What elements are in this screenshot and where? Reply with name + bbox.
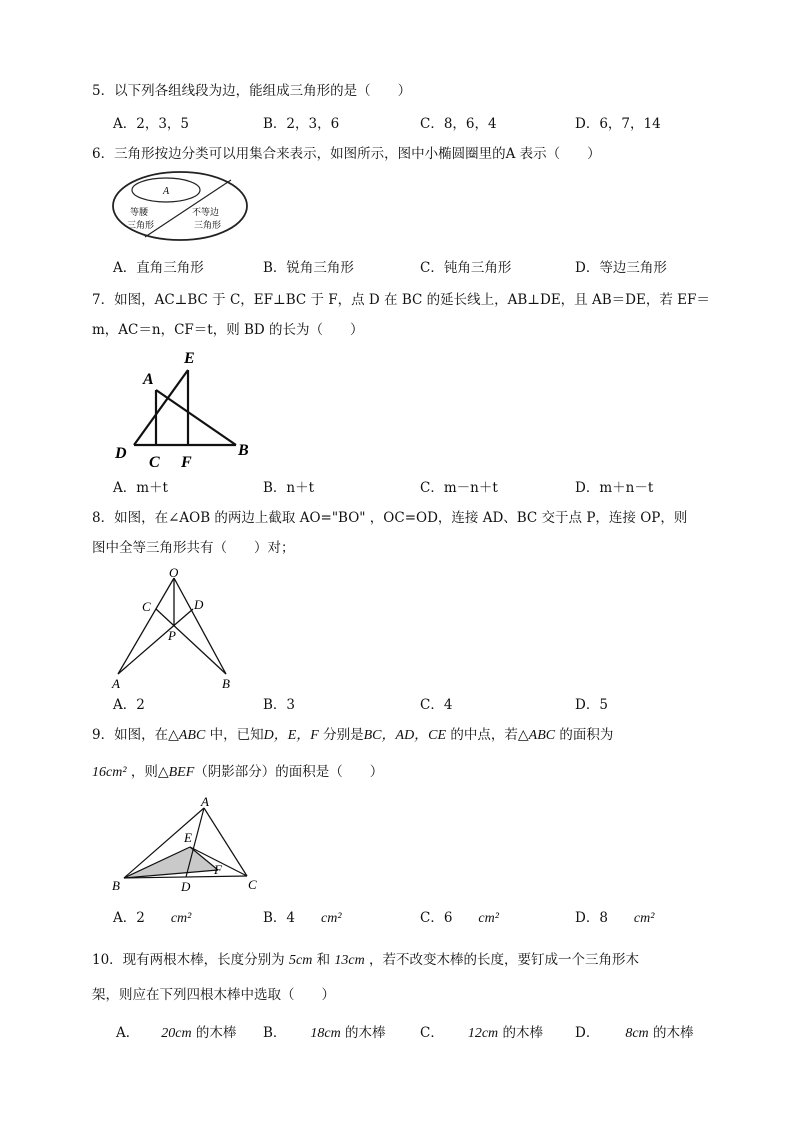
- q8-option-d[interactable]: D．5: [575, 697, 608, 713]
- q10-option-c-label: C．: [420, 1025, 444, 1041]
- q9-option-b-label: B．4: [263, 910, 296, 926]
- q9-triangle-figure: [108, 792, 268, 894]
- q8-label-p: P: [168, 628, 176, 643]
- q9-label-c: C: [248, 877, 257, 892]
- q9-option-d-label: D．8: [575, 910, 608, 926]
- q10-math-5cm: 5cm: [288, 953, 313, 968]
- q7-triangle-figure: [110, 343, 260, 473]
- q9-stem-part: 的面积为: [555, 727, 614, 743]
- q6-options: [0, 259, 794, 277]
- q7-label-e: E: [184, 350, 195, 367]
- q10-option-d-len: 8cm: [625, 1026, 649, 1041]
- q10-option-d-tail: 的木棒: [648, 1025, 694, 1041]
- venn-right-label-1: 不等边: [192, 207, 220, 217]
- q10-option-c[interactable]: [420, 1024, 543, 1043]
- q7-label-c: C: [149, 454, 160, 471]
- q10-stem-part: ，若不改变木棒的长度，要钉成一个三角形木: [364, 952, 640, 968]
- q9-option-d-unit: cm²: [633, 911, 655, 926]
- q10-option-b-label: B．: [263, 1025, 287, 1041]
- q7-option-c[interactable]: C．m－n＋t: [420, 480, 498, 496]
- q9-stem-part: 9．如图，在: [92, 727, 169, 743]
- q9-math-def: D，E，F: [263, 728, 319, 743]
- q5-option-d[interactable]: D．6，7，14: [575, 116, 661, 132]
- q5-option-a[interactable]: A．2，3，5: [113, 116, 190, 132]
- q9-label-b: B: [112, 878, 120, 893]
- q7-option-b[interactable]: B．n＋t: [263, 480, 315, 496]
- q7-label-b: B: [238, 442, 249, 459]
- q6-option-b[interactable]: B．锐角三角形: [263, 260, 354, 276]
- q9-math-abc: △ABC: [168, 728, 206, 743]
- q9-label-e: E: [184, 830, 192, 845]
- q7-options: [0, 479, 794, 497]
- q9-stem-part: （阴影部分）的面积是（ ）: [194, 764, 384, 780]
- q7-option-a[interactable]: A．m＋t: [113, 480, 168, 496]
- q9-option-a-unit: cm²: [170, 911, 192, 926]
- q6-stem: 6．三角形按边分类可以用集合来表示，如图所示，图中小椭圆圈里的A 表示（ ）: [92, 146, 601, 162]
- q6-option-c[interactable]: C．钝角三角形: [420, 260, 512, 276]
- q6-venn-figure: [110, 168, 252, 246]
- q10-stem-line1: [92, 951, 639, 970]
- q7-stem-line2: m，AC＝n，CF＝t，则 BD 的长为（ ）: [92, 322, 364, 338]
- q8-stem-line2: 图中全等三角形共有（ ）对；: [92, 540, 295, 556]
- venn-left-label-1: 等腰: [130, 207, 149, 217]
- q9-stem-part: 中，已知: [205, 727, 264, 743]
- q9-stem-part: 分别是: [318, 727, 364, 743]
- q5-option-b[interactable]: B．2，3，6: [263, 116, 340, 132]
- q8-label-a: A: [112, 676, 120, 691]
- q9-math-segments: BC，AD，CE: [363, 728, 447, 743]
- q10-option-a[interactable]: [116, 1024, 236, 1043]
- q7-label-f: F: [181, 454, 192, 471]
- q9-label-f: F: [214, 862, 222, 877]
- q10-option-b-tail: 的木棒: [340, 1025, 386, 1041]
- q8-label-b: B: [222, 676, 230, 691]
- q8-option-a[interactable]: A．2: [113, 697, 145, 713]
- q7-label-d: D: [115, 445, 127, 462]
- q8-label-c: C: [142, 599, 151, 614]
- q9-label-a: A: [201, 794, 209, 809]
- q10-option-a-label: A．: [116, 1025, 140, 1041]
- q10-option-c-len: 12cm: [467, 1026, 499, 1041]
- venn-right-label-2: 三角形: [194, 220, 222, 230]
- q9-math-bef: △BEF: [157, 765, 195, 780]
- q10-option-d-label: D．: [575, 1025, 600, 1041]
- q10-option-d[interactable]: [575, 1024, 693, 1043]
- q9-option-b[interactable]: [263, 909, 342, 928]
- q8-option-c[interactable]: C．4: [420, 697, 453, 713]
- q6-option-d[interactable]: D．等边三角形: [575, 260, 667, 276]
- venn-left-label-2: 三角形: [127, 220, 155, 230]
- q9-stem-line1: [92, 726, 613, 745]
- q6-option-a[interactable]: A．直角三角形: [113, 260, 204, 276]
- q9-option-c-label: C．6: [420, 910, 453, 926]
- q8-label-d: D: [194, 597, 204, 612]
- q9-option-d[interactable]: [575, 909, 654, 928]
- q8-angle-figure: [108, 562, 238, 692]
- q9-stem-part: ，则: [126, 764, 158, 780]
- q5-options: [0, 115, 794, 133]
- q9-math-area: 16cm²: [92, 765, 127, 780]
- venn-a-label: A: [163, 186, 170, 197]
- q9-option-c[interactable]: [420, 909, 499, 928]
- q9-option-b-unit: cm²: [321, 911, 342, 926]
- q7-label-a: A: [143, 371, 154, 388]
- q10-stem-line2: 架，则应在下列四根木棒中选取（ ）: [92, 987, 335, 1003]
- q8-stem-line1: 8．如图，在∠AOB 的两边上截取 AO="BO" ，OC=OD，连接 AD、BC 交于点 P，连接 OP，则: [92, 510, 688, 526]
- q10-stem-part: 和: [312, 952, 335, 968]
- q9-math-abc-2: △ABC: [517, 728, 556, 743]
- q5-option-c[interactable]: C．8，6，4: [420, 116, 497, 132]
- q10-stem-part: 10．现有两根木棒，长度分别为: [92, 952, 289, 968]
- q8-option-b[interactable]: B．3: [263, 697, 296, 713]
- q8-label-o: O: [169, 565, 179, 580]
- q10-option-b[interactable]: [263, 1024, 386, 1043]
- q9-stem-part: 的中点，若: [446, 727, 518, 743]
- q10-options: [0, 1024, 794, 1042]
- q9-stem-line2: [92, 763, 383, 782]
- q5-stem: 5．以下列各组线段为边，能组成三角形的是（ ）: [92, 83, 412, 99]
- q7-stem-line1: 7．如图，AC⊥BC 于 C，EF⊥BC 于 F，点 D 在 BC 的延长线上，AB⊥DE，且 AB＝DE，若 EF＝: [92, 292, 710, 308]
- q9-option-a-label: A．2: [113, 910, 145, 926]
- q10-option-c-tail: 的木棒: [498, 1025, 543, 1041]
- q10-option-a-tail: 的木棒: [191, 1025, 237, 1041]
- q10-option-a-len: 20cm: [161, 1026, 192, 1041]
- q8-options: [0, 696, 794, 714]
- q10-option-b-len: 18cm: [310, 1026, 341, 1041]
- q9-option-a[interactable]: [113, 909, 191, 928]
- q10-math-13cm: 13cm: [334, 953, 365, 968]
- q9-option-c-unit: cm²: [478, 911, 499, 926]
- q7-option-d[interactable]: D．m＋n－t: [575, 480, 654, 496]
- q9-options: [0, 909, 794, 927]
- q9-label-d: D: [181, 879, 191, 894]
